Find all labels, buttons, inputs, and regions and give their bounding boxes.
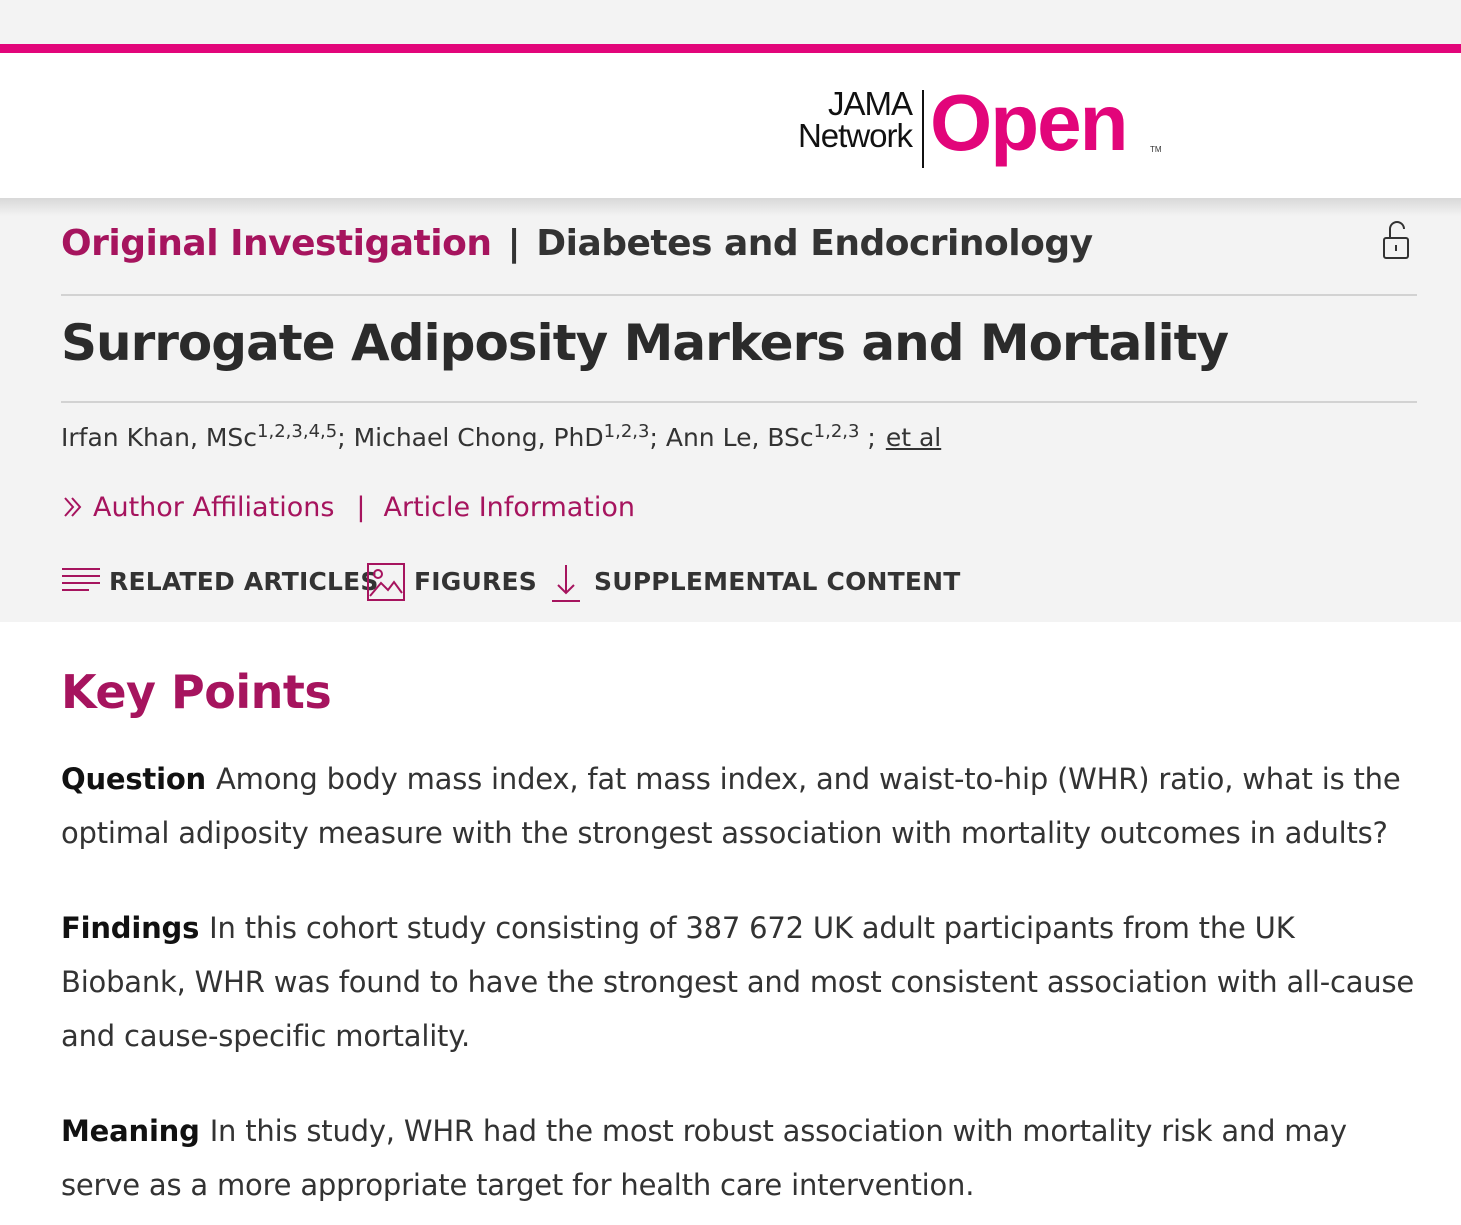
author-affiliation-marks: 1,2,3 bbox=[813, 421, 860, 442]
related-articles-button[interactable] bbox=[61, 560, 379, 604]
author-name[interactable]: Irfan Khan, MSc bbox=[61, 423, 258, 452]
header-shadow bbox=[0, 198, 1461, 216]
supplemental-content-label: SUPPLEMENTAL CONTENT bbox=[594, 567, 961, 596]
header-divider-top bbox=[61, 294, 1417, 296]
article-type-link[interactable]: Original Investigation bbox=[61, 223, 492, 264]
findings-label: Findings bbox=[61, 911, 200, 945]
brand-accent-line bbox=[0, 44, 1461, 53]
key-point-meaning bbox=[61, 1104, 1421, 1212]
author-affiliations-link[interactable]: Author Affiliations bbox=[93, 492, 335, 523]
figures-label: FIGURES bbox=[414, 567, 537, 596]
category-separator: | bbox=[507, 223, 521, 264]
links-divider: | bbox=[356, 492, 366, 523]
related-articles-label: RELATED ARTICLES bbox=[109, 567, 379, 596]
logo-divider bbox=[922, 90, 924, 168]
jama-network-open-logo[interactable] bbox=[770, 78, 1170, 171]
article-topic-link[interactable]: Diabetes and Endocrinology bbox=[536, 223, 1093, 264]
article-information-link[interactable]: Article Information bbox=[383, 492, 636, 523]
findings-text: In this cohort study consisting of 387 672 UK adult participants from the UK Biobank, WHR was found to have the strongest and most consistent association with all-cause and cause-specific mortality. bbox=[61, 911, 1415, 1053]
logo-jama-text: JAMA bbox=[827, 85, 912, 122]
download-icon bbox=[550, 563, 582, 603]
meaning-label: Meaning bbox=[61, 1114, 200, 1148]
figures-button[interactable] bbox=[367, 560, 537, 604]
double-chevron-right-icon bbox=[61, 495, 87, 519]
key-point-findings bbox=[61, 901, 1421, 1063]
question-label: Question bbox=[61, 762, 207, 796]
author-affiliation-marks: 1,2,3,4,5 bbox=[257, 421, 338, 442]
list-icon bbox=[61, 563, 101, 597]
article-category bbox=[61, 220, 1093, 268]
site-header bbox=[0, 53, 1461, 198]
logo-trademark: TM bbox=[1150, 145, 1162, 154]
meaning-text: In this study, WHR had the most robust association with mortality risk and may serve as a more appropriate target for health care intervention. bbox=[61, 1114, 1347, 1202]
supplemental-content-button[interactable] bbox=[550, 560, 961, 604]
open-lock-icon[interactable] bbox=[1380, 218, 1412, 262]
author-affiliation-marks: 1,2,3 bbox=[603, 421, 650, 442]
header-divider-bottom bbox=[61, 401, 1417, 403]
logo-network-text: Network bbox=[797, 117, 912, 154]
author-name[interactable]: Michael Chong, PhD bbox=[353, 423, 604, 452]
question-text: Among body mass index, fat mass index, and waist-to-hip (WHR) ratio, what is the optimal adiposity measure with the strongest association with mortality outcomes in adults? bbox=[61, 762, 1401, 850]
author-separator: ; bbox=[859, 423, 884, 452]
logo-open-text: Open bbox=[930, 78, 1127, 167]
author-separator: ; bbox=[649, 423, 666, 452]
image-icon bbox=[367, 563, 405, 601]
browser-top-strip bbox=[0, 0, 1461, 44]
author-list bbox=[61, 418, 941, 458]
article-title: Surrogate Adiposity Markers and Mortality bbox=[61, 314, 1229, 372]
key-points-heading: Key Points bbox=[61, 665, 332, 719]
key-point-question bbox=[61, 752, 1421, 860]
author-name[interactable]: Ann Le, BSc bbox=[665, 423, 814, 452]
author-separator: ; bbox=[337, 423, 354, 452]
article-links-row bbox=[61, 488, 635, 528]
et-al-link[interactable]: et al bbox=[885, 423, 942, 452]
